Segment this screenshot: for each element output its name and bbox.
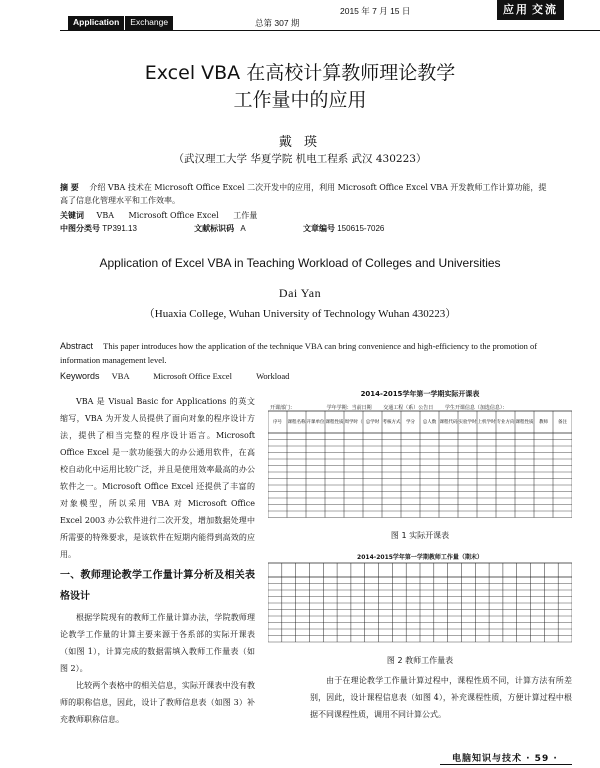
figure1-column-header: 专业方向 bbox=[496, 420, 515, 425]
page-footer: 电脑知识与技术 · 59 · bbox=[452, 754, 558, 764]
author-name: 戴 瑛 bbox=[278, 135, 322, 150]
abstract-en-label: Abstract bbox=[60, 341, 94, 351]
english-affiliation: （Huaxia College, Wuhan University of Technology Wuhan 430223） bbox=[143, 308, 457, 320]
column-label: 应用 交流 bbox=[497, 0, 564, 20]
figure1-column-header: 考核方式 bbox=[382, 420, 401, 425]
keywords-en: Keywords VBA Microsoft Office Excel Workload bbox=[60, 371, 290, 381]
journal-header-bar bbox=[68, 16, 173, 30]
footer-rule bbox=[440, 764, 572, 765]
figure1-column-header: 实验学时 bbox=[458, 420, 477, 425]
body-left-column bbox=[60, 393, 255, 728]
english-author: Dai Yan bbox=[278, 286, 322, 300]
intro-paragraph: VBA 是 Visual Basic for Applications 的英文缩写，VBA 为开发人员提供了面向对象的程序设计方法，提供了相当完整的程序设计语言。Microsoft Office Excel 是一款功能强大的办公通用软件，在高校自动化中运用比较广泛，并且是使用效率最高的办公软件之一。Microsoft Office Excel 还提供了丰富的对象模型，所以采用 VBA 对 Microsoft Office Excel 2003 办公软件进行二次开发，增加数据处理中所需要的特殊要求，是该软件在短期内能得到高效的应用。 bbox=[60, 397, 255, 559]
figure1-column-header: 教师 bbox=[539, 420, 548, 425]
abstract-cn-label: 摘 要 bbox=[60, 182, 79, 192]
english-title: Application of Excel VBA in Teaching Workload of Colleges and Universities bbox=[99, 256, 501, 270]
issue-number: 总第 307 期 bbox=[255, 18, 300, 28]
figure1-column-header: 课程代码 bbox=[439, 420, 458, 425]
figure2-caption: 图 2 教师工作量表 bbox=[386, 656, 454, 665]
figure1-column-header: 周学时（ bbox=[344, 420, 363, 425]
figure1-column-header: 开课单位 bbox=[306, 420, 325, 425]
figure1-column-header: 课程性质 bbox=[325, 420, 344, 425]
figure2-grid bbox=[268, 563, 572, 642]
issue-date: 2015 年 7 月 15 日 bbox=[340, 6, 411, 16]
body-paragraph: 根据学院现有的教师工作量计算办法，学院教师理论教学工作量的计算主要来源于各系部的实际开课表（如图 1），计算完成的数据需填入教师工作量表（如图 2）。 bbox=[60, 613, 255, 673]
author-affiliation: （武汉理工大学 华夏学院 机电工程系 武汉 430223） bbox=[173, 153, 427, 165]
figure1-column-header: 学分 bbox=[406, 420, 415, 425]
figure1-column-header: 上机学时 bbox=[477, 420, 496, 425]
exchange-label: Exchange bbox=[124, 16, 173, 30]
figure1-column-header: 总学时 bbox=[365, 420, 380, 425]
figure1-caption: 图 1 实际开课表 bbox=[390, 531, 450, 540]
keywords-cn: 关键词 VBA Microsoft Office Excel 工作量 bbox=[60, 210, 258, 220]
body-paragraph: 由于在理论教学工作量计算过程中，课程性质不同，计算方法有所差别，因此，设计课程信息表（如图 4），补充课程性质，方便计算过程中根据不同课程性质，调用不同计算公式。 bbox=[310, 676, 572, 719]
classification-line: 中图分类号 TP391.13 文献标识码 A 文章编号 150615-7026 bbox=[60, 224, 385, 233]
paper-title: Excel VBA 在高校计算教师理论教学 工作量中的应用 bbox=[144, 62, 456, 111]
figure1-column-header: 备注 bbox=[558, 420, 567, 425]
header-rule bbox=[60, 30, 600, 31]
abstract-en: Abstract This paper introduces how the application of the technique VBA can bring convenience and high-efficiency to the promotion of information management level. bbox=[60, 341, 538, 365]
application-label: Application bbox=[68, 16, 124, 30]
figure1-grid bbox=[268, 411, 572, 518]
figure1-column-header: 课程名称 bbox=[287, 420, 306, 425]
figure1-sheet-title: 2014-2015学年第一学期实际开课表 bbox=[360, 390, 480, 398]
figure1-column-header: 课程性质 bbox=[515, 420, 534, 425]
figure1-column-header: 序号 bbox=[273, 420, 282, 425]
figure1-info-row: 开课部门： 学年学期：当前日期 交通工程（系）公告日 学生开课信息（加选信息）： bbox=[270, 405, 508, 411]
section-heading: 一、教师理论教学工作量计算分析及相关表格设计 bbox=[60, 570, 255, 602]
abstract-cn: 摘 要 介绍 VBA 技术在 Microsoft Office Excel 二次开发中的应用，利用 Microsoft Office Excel VBA 开发教师工作计算功能，提高了信息化管理水平和工作效率。 bbox=[60, 182, 547, 205]
figure2-sheet-title: 2014-2015学年第一学期教师工作量（期末） bbox=[357, 554, 483, 561]
body-right-column bbox=[310, 672, 572, 723]
body-paragraph: 比较两个表格中的相关信息，实际开课表中没有教师的职称信息，因此，设计了教师信息表（如图 3）补充教师职称信息。 bbox=[60, 681, 255, 724]
figure1-column-header: 总人数 bbox=[422, 420, 437, 425]
figure1-table bbox=[268, 387, 572, 520]
figure2-table bbox=[268, 553, 572, 647]
